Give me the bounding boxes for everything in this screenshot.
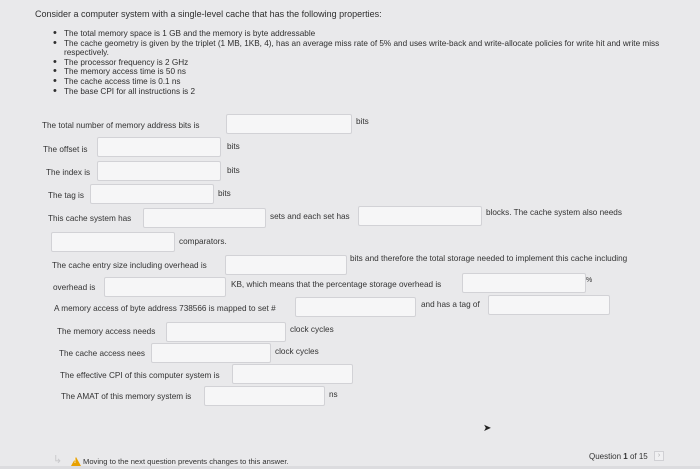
warning-exclamation: ! [74, 459, 76, 465]
property-item: • The total memory space is 1 GB and the memory is byte addressable [64, 29, 684, 39]
mapped-set-label: A memory access of byte address 738566 is mapped to set # [54, 304, 276, 313]
question-intro: Consider a computer system with a single-level cache that has the following properties: [35, 9, 382, 19]
index-input[interactable] [97, 161, 221, 181]
property-item: • The cache geometry is given by the triplet (1 MB, 1KB, 4), has an average miss rate of 5% and uses write-back and write-allocate policies for write hit and write miss respectively. [64, 39, 684, 58]
set-number-input[interactable] [295, 297, 416, 317]
footer-warning-text: Moving to the next question prevents changes to this answer. [83, 457, 289, 466]
amat-label: The AMAT of this memory system is [61, 392, 192, 401]
total-storage-input[interactable] [104, 277, 226, 297]
properties-list [52, 29, 684, 96]
question-counter-label: Question [589, 452, 622, 461]
blocks-needs-label: blocks. The cache system also needs [486, 208, 622, 217]
offset-unit: bits [227, 142, 240, 151]
sets-each-label: sets and each set has [270, 212, 350, 221]
memory-cycles-input[interactable] [166, 322, 286, 342]
amat-input[interactable] [204, 386, 325, 406]
total-bits-input[interactable] [226, 114, 352, 134]
question-counter [589, 453, 648, 461]
property-item: • The base CPI for all instructions is 2 [64, 87, 684, 97]
cache-cycles-input[interactable] [151, 343, 271, 363]
question-counter-current: 1 [623, 452, 628, 461]
cache-access-label: The cache access nees [59, 349, 146, 358]
warning-triangle-icon [71, 457, 81, 466]
cache-has-label: This cache system has [48, 214, 132, 223]
sets-input[interactable] [143, 208, 266, 228]
effective-cpi-label: The effective CPI of this computer system is [60, 371, 220, 380]
total-bits-unit: bits [356, 117, 369, 126]
property-item: • The processor frequency is 2 GHz [64, 58, 684, 68]
index-label: The index is [46, 168, 91, 177]
kb-percentage-label: KB, which means that the percentage storage overhead is [231, 280, 442, 289]
has-tag-label: and has a tag of [421, 300, 480, 309]
total-storage-label: bits and therefore the total storage needed to implement this cache including [350, 254, 628, 263]
comparators-label: comparators. [179, 237, 227, 246]
percent-unit: % [586, 277, 593, 284]
total-bits-label: The total number of memory address bits is [42, 121, 200, 130]
offset-input[interactable] [97, 137, 221, 157]
property-item: • The cache access time is 0.1 ns [64, 77, 684, 87]
cache-cycles-unit: clock cycles [275, 347, 319, 356]
memory-cycles-unit: clock cycles [290, 325, 334, 334]
comparators-input[interactable] [51, 232, 175, 252]
offset-label: The offset is [43, 145, 88, 154]
mouse-cursor-icon: ➤ [483, 423, 492, 434]
tag-value-input[interactable] [488, 295, 610, 315]
overhead-percent-input[interactable] [462, 273, 586, 293]
blocks-per-set-input[interactable] [358, 206, 482, 226]
back-arrow-icon[interactable]: ↳ [53, 454, 63, 466]
tag-input[interactable] [90, 184, 214, 204]
tag-unit: bits [218, 189, 231, 198]
memory-access-label: The memory access needs [57, 327, 156, 336]
amat-unit: ns [329, 390, 338, 399]
entry-size-label: The cache entry size including overhead is [52, 261, 207, 270]
index-unit: bits [227, 166, 240, 175]
entry-size-input[interactable] [225, 255, 347, 275]
effective-cpi-input[interactable] [232, 364, 353, 384]
overhead-label: overhead is [53, 283, 96, 292]
property-item: • The memory access time is 50 ns [64, 67, 684, 77]
tag-label: The tag is [48, 191, 84, 200]
next-arrow-icon[interactable]: › [654, 451, 664, 461]
question-counter-total: of 15 [629, 452, 648, 461]
